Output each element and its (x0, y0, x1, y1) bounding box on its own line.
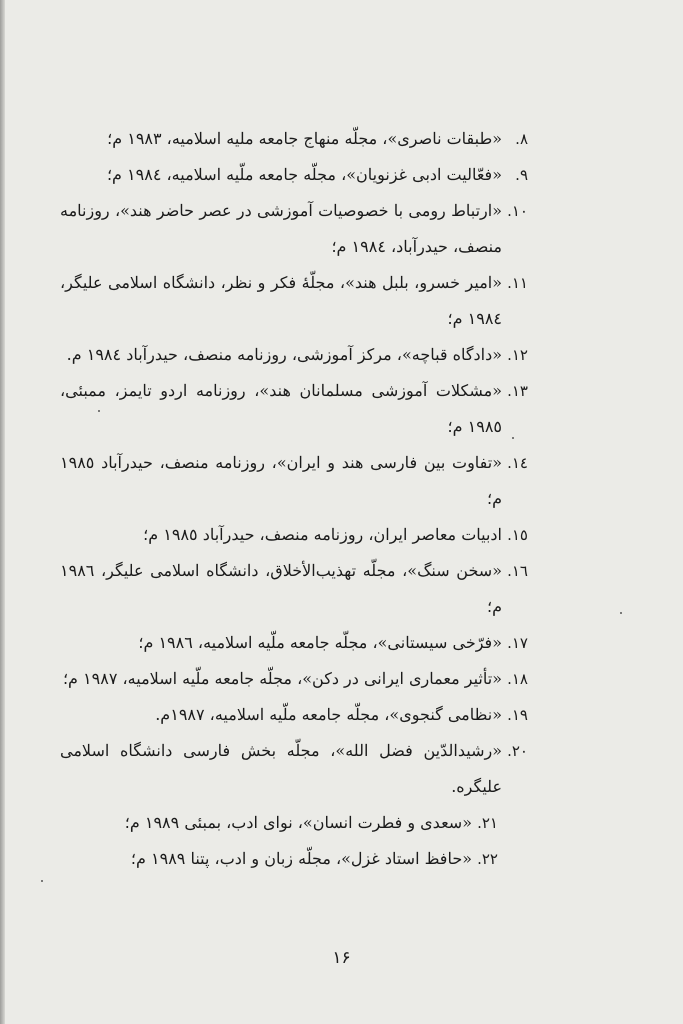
entry-text: «نظامی گنجوی»، مجلّه جامعه ملّیه اسلامیه، ۱۹۸۷م. (155, 705, 502, 724)
entry-text: «تفاوت بین فارسی هند و ایران»، روزنامه منصف، حیدرآباد ۱۹۸٥ م؛ (60, 453, 502, 508)
entry-number: ٢٠. (507, 742, 528, 760)
entry-text: ادبیات معاصر ایران، روزنامه منصف، حیدرآباد ۱۹۸٥ م؛ (143, 525, 502, 544)
entry-text: «تأثیر معماری ایرانی در دکن»، مجلّه جامعه ملّیه اسلامیه، ۱۹۸۷ م؛ (62, 669, 502, 688)
entry-text: «سعدی و فطرت انسان»، نوای ادب، بمبئی ۱۹۸۹ م؛ (124, 813, 472, 832)
entry-number: ٩. (515, 166, 528, 184)
bibliography-entry (60, 805, 528, 841)
entry-number: ١٨. (507, 670, 528, 688)
entry-number: ١٧. (507, 634, 528, 652)
page-binding-edge (0, 0, 5, 1024)
entry-text: «ارتباط رومی با خصوصیات آموزشی در عصر حاضر هند»، روزنامه منصف، حیدرآباد، ۱۹۸٤ م؛ (60, 201, 502, 256)
bibliography-entry (60, 733, 528, 805)
bibliography-entry (60, 517, 528, 553)
bibliography-entry (60, 373, 528, 445)
bibliography-entry (60, 697, 528, 733)
bibliography-entry (60, 625, 528, 661)
bibliography-entry (60, 337, 528, 373)
scan-speck (512, 437, 514, 439)
entry-number: ١٦. (507, 562, 528, 580)
scan-speck (620, 612, 622, 614)
entry-text: «سخن سنگ»، مجلّه تهذیب‌الأخلاق، دانشگاه اسلامی علیگر، ۱۹۸٦ م؛ (60, 561, 502, 616)
entry-number: ١٩. (507, 706, 528, 724)
bibliography-entry (60, 193, 528, 265)
entry-number: ١٣. (507, 382, 528, 400)
entry-text: «مشکلات آموزشی مسلمانان هند»، روزنامه اردو تایمز، ممبئی، ۱۹۸٥ م؛ (60, 381, 502, 436)
entry-number: ٢٢. (477, 850, 498, 868)
bibliography-entry (60, 265, 528, 337)
bibliography-entry (60, 553, 528, 625)
entry-text: «حافظ استاد غزل»، مجلّه زبان و ادب، پتنا ۱۹۸۹ م؛ (130, 849, 472, 868)
entry-text: «طبقات ناصری»، مجلّه منهاج جامعه ملیه اسلامیه، ۱۹۸۳ م؛ (107, 129, 502, 148)
bibliography-entry (60, 661, 528, 697)
bibliography-entry (60, 157, 528, 193)
entry-text: «فرّخی سیستانی»، مجلّه جامعه ملّیه اسلامیه، ۱۹۸٦ م؛ (138, 633, 502, 652)
entry-number: ٢١. (477, 814, 498, 832)
entry-number: ١٥. (507, 526, 528, 544)
bibliography-entry (60, 841, 528, 877)
scan-speck (41, 880, 43, 882)
entry-text: «فعّالیت ادبی غزنویان»، مجلّه جامعه ملّیه اسلامیه، ۱۹۸٤ م؛ (106, 165, 502, 184)
bibliography-entry (60, 445, 528, 517)
entry-number: ١٠. (507, 202, 528, 220)
entry-text: «دادگاه قباچه»، مرکز آموزشی، روزنامه منصف، حیدرآباد ۱۹۸٤ م. (66, 345, 502, 364)
entry-text: «رشیدالدّین فضل الله»، مجلّه بخش فارسی دانشگاه اسلامی علیگره. (60, 741, 502, 796)
page-number: ۱۶ (332, 948, 351, 968)
entry-number: ٨. (515, 130, 528, 148)
entry-number: ١١. (507, 274, 528, 292)
entry-number: ١٤. (507, 454, 528, 472)
bibliography-list (60, 121, 528, 877)
bibliography-entry (60, 121, 528, 157)
entry-text: «امیر خسرو، بلبل هند»، مجلّهٔ فکر و نظر، دانشگاه اسلامی علیگر، ۱۹۸٤ م؛ (60, 273, 502, 328)
entry-number: ١٢. (507, 346, 528, 364)
scan-speck (98, 410, 100, 412)
